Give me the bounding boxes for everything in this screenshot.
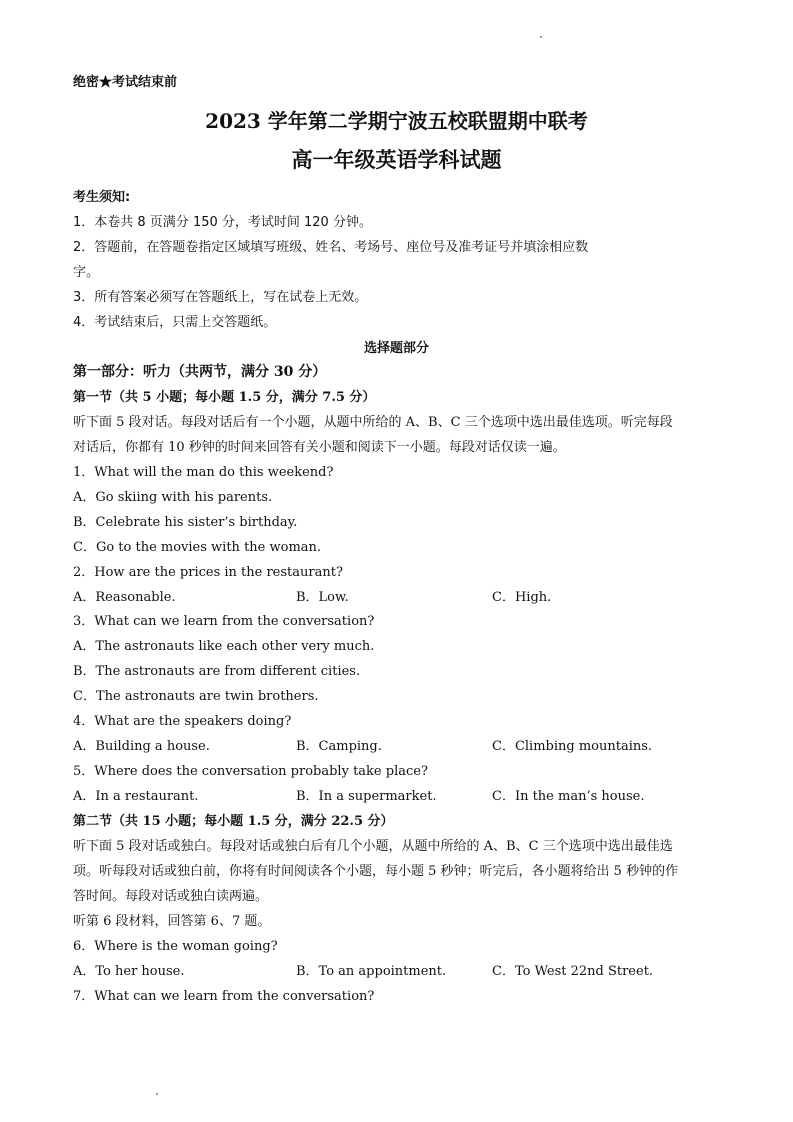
scan-speck xyxy=(540,36,542,38)
option-b: B．The astronauts are from different cities. xyxy=(73,664,361,679)
sec2-heading: 第二节（共 15 小题；每小题 1.5 分，满分 22.5 分） xyxy=(73,814,394,829)
option-b: B．Celebrate his sister’s birthday. xyxy=(73,515,298,530)
option-b: B．In a supermarket. xyxy=(296,789,437,804)
option-c: C．Climbing mountains. xyxy=(492,739,653,754)
option-a: A．Go skiing with his parents. xyxy=(73,490,273,505)
exam-subtitle: 高一年级英语学科试题 xyxy=(291,147,502,172)
question-stem: 3．What can we learn from the conversation? xyxy=(73,614,375,629)
option-b: B．Low. xyxy=(296,590,349,605)
option-c: C．In the man’s house. xyxy=(492,789,645,804)
question-stem: 7．What can we learn from the conversation? xyxy=(73,989,375,1004)
option-b: B．To an appointment. xyxy=(296,964,447,979)
question-stem: 6．Where is the woman going? xyxy=(73,939,278,954)
material-note: 听第 6 段材料，回答第 6、7 题。 xyxy=(73,914,271,929)
confidential-mark: 绝密★考试结束前 xyxy=(73,75,178,90)
notice-item: 1．本卷共 8 页满分 150 分，考试时间 120 分钟。 xyxy=(73,215,372,230)
section-title: 选择题部分 xyxy=(363,341,429,356)
sec1-heading: 第一节（共 5 小题；每小题 1.5 分，满分 7.5 分） xyxy=(73,390,376,405)
question-stem: 2．How are the prices in the restaurant? xyxy=(73,565,343,580)
option-c: C．To West 22nd Street. xyxy=(492,964,654,979)
notice-item: 2．答题前，在答题卷指定区域填写班级、姓名、考场号、座位号及准考证号并填涂相应数 xyxy=(73,240,589,255)
exam-title: 2023 学年第二学期宁波五校联盟期中联考 xyxy=(205,109,588,133)
option-c: C．The astronauts are twin brothers. xyxy=(73,689,319,704)
notice-item: 3．所有答案必须写在答题纸上，写在试卷上无效。 xyxy=(73,290,368,305)
notice-heading: 考生须知: xyxy=(73,190,131,205)
option-a: A．Reasonable. xyxy=(73,590,176,605)
sec2-instructions: 答时间。每段对话或独白读两遍。 xyxy=(73,889,269,904)
option-b: B．Camping. xyxy=(296,739,382,754)
option-a: A．To her house. xyxy=(73,964,185,979)
part1-heading: 第一部分：听力（共两节，满分 30 分） xyxy=(73,364,327,380)
option-a: A．The astronauts like each other very much. xyxy=(73,639,375,654)
sec1-instructions: 对话后，你都有 10 秒钟的时间来回答有关小题和阅读下一小题。每段对话仅读一遍。 xyxy=(73,440,566,455)
sec2-instructions: 项。听每段对话或独白前，你将有时间阅读各个小题，每小题 5 秒钟；听完后，各小题将给出 5 秒钟的作 xyxy=(73,864,679,879)
question-stem: 4．What are the speakers doing? xyxy=(73,714,292,729)
question-stem: 5．Where does the conversation probably take place? xyxy=(73,764,428,779)
scan-speck xyxy=(156,1093,158,1095)
sec2-instructions: 听下面 5 段对话或独白。每段对话或独白后有几个小题，从题中所给的 A、B、C 三个选项中选出最佳选 xyxy=(73,839,673,854)
sec1-instructions: 听下面 5 段对话。每段对话后有一个小题，从题中所给的 A、B、C 三个选项中选出最佳选项。听完每段 xyxy=(73,415,673,430)
option-c: C．Go to the movies with the woman. xyxy=(73,540,322,555)
question-stem: 1．What will the man do this weekend? xyxy=(73,465,334,480)
notice-item: 字。 xyxy=(73,265,100,280)
option-a: A．In a restaurant. xyxy=(73,789,199,804)
option-a: A．Building a house. xyxy=(73,739,210,754)
option-c: C．High. xyxy=(492,590,552,605)
notice-item: 4．考试结束后，只需上交答题纸。 xyxy=(73,315,277,330)
